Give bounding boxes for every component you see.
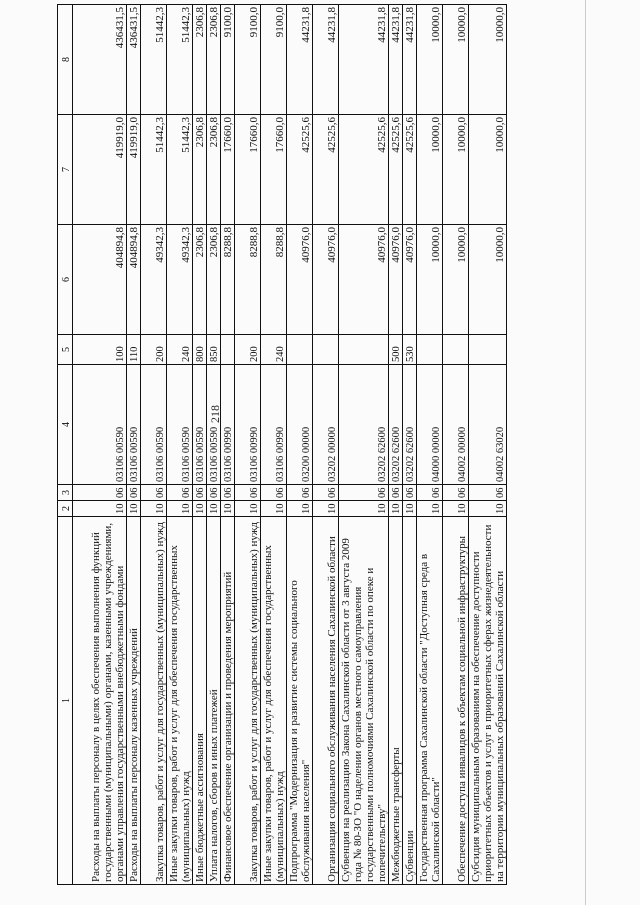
- rotated-budget-table: [57, 5, 597, 885]
- cell-c5: [287, 335, 313, 365]
- cell-c7: 51442,3: [141, 115, 167, 225]
- cell-c7: 419919,0: [73, 115, 127, 225]
- cell-c5: 240: [167, 335, 193, 365]
- cell-c2: 10: [389, 501, 403, 517]
- cell-c2: 10: [287, 501, 313, 517]
- cell-c2: 10: [221, 501, 235, 517]
- page-number: 218: [208, 405, 222, 423]
- cell-c4: 04002 63020: [469, 365, 507, 485]
- cell-c4: 03106 00990: [261, 365, 287, 485]
- row-title: Финансовое обеспечение организации и проведения мероприятий: [221, 517, 235, 885]
- cell-c6: 8288,8: [235, 225, 261, 335]
- cell-c5: [221, 335, 235, 365]
- cell-c6: 49342,3: [141, 225, 167, 335]
- cell-c6: 40976,0: [389, 225, 403, 335]
- row-title: Субвенции: [403, 517, 417, 885]
- cell-c3: 06: [469, 485, 507, 501]
- row-title: Организация социального обслуживания населения Сахалинской области: [313, 517, 339, 885]
- row-title: Государственная программа Сахалинской области "Доступная среда в Сахалинской области": [417, 517, 443, 885]
- cell-c8: 44231,8: [287, 5, 313, 115]
- header-cell: 7: [58, 115, 73, 225]
- cell-c3: 06: [313, 485, 339, 501]
- row-title: Обеспечение доступа инвалидов к объектам социальной инфраструктуры: [443, 517, 469, 885]
- table-row: [127, 5, 141, 885]
- cell-c8: 9100,0: [221, 5, 235, 115]
- row-title: Субсидия муниципальным образованиям на обеспечение доступности приоритетных объектов и услуг в приоритетных сферах жизнедеятельности на территории муниципальных образований Сахалинской области: [469, 517, 507, 885]
- header-cell: 8: [58, 5, 73, 115]
- header-cell: 1: [58, 517, 73, 885]
- table-row: [389, 5, 403, 885]
- row-title: Закупка товаров, работ и услуг для государственных (муниципальных) нужд: [141, 517, 167, 885]
- header-row: [58, 5, 73, 885]
- cell-c8: 9100,0: [261, 5, 287, 115]
- cell-c2: 10: [193, 501, 207, 517]
- cell-c7: 42525,6: [287, 115, 313, 225]
- cell-c3: 06: [193, 485, 207, 501]
- cell-c8: 10000,0: [469, 5, 507, 115]
- cell-c5: [417, 335, 443, 365]
- header-cell: 3: [58, 485, 73, 501]
- cell-c5: 200: [235, 335, 261, 365]
- table-row: [235, 5, 261, 885]
- cell-c6: 49342,3: [167, 225, 193, 335]
- cell-c4: 03202 00000: [313, 365, 339, 485]
- cell-c7: 42525,6: [339, 115, 389, 225]
- cell-c4: 03202 62600: [339, 365, 389, 485]
- cell-c5: [313, 335, 339, 365]
- cell-c8: 2306,8: [193, 5, 207, 115]
- cell-c4: 03106 00590: [127, 365, 141, 485]
- cell-c6: 10000,0: [469, 225, 507, 335]
- row-title: Межбюджетные трансферты: [389, 517, 403, 885]
- cell-c3: 06: [221, 485, 235, 501]
- cell-c7: 17660,0: [221, 115, 235, 225]
- cell-c3: 06: [73, 485, 127, 501]
- cell-c7: 10000,0: [417, 115, 443, 225]
- cell-c4: 03202 62600: [403, 365, 417, 485]
- cell-c7: 419919,0: [127, 115, 141, 225]
- cell-c2: 10: [235, 501, 261, 517]
- header-cell: 6: [58, 225, 73, 335]
- cell-c8: 10000,0: [417, 5, 443, 115]
- cell-c8: 9100,0: [235, 5, 261, 115]
- cell-c8: 436431,5: [127, 5, 141, 115]
- cell-c4: 04000 00000: [417, 365, 443, 485]
- cell-c5: 110: [127, 335, 141, 365]
- table-row: [287, 5, 313, 885]
- row-title: Уплата налогов, сборов и иных платежей: [207, 517, 221, 885]
- cell-c6: 10000,0: [443, 225, 469, 335]
- cell-c7: 42525,6: [403, 115, 417, 225]
- cell-c3: 06: [287, 485, 313, 501]
- cell-c2: 10: [417, 501, 443, 517]
- budget-table: [57, 4, 507, 885]
- cell-c6: 40976,0: [287, 225, 313, 335]
- cell-c3: 06: [389, 485, 403, 501]
- cell-c8: 2306,8: [207, 5, 221, 115]
- cell-c8: 44231,8: [403, 5, 417, 115]
- cell-c5: 500: [389, 335, 403, 365]
- cell-c3: 06: [235, 485, 261, 501]
- cell-c8: 44231,8: [313, 5, 339, 115]
- cell-c3: 06: [443, 485, 469, 501]
- cell-c4: 03106 00990: [235, 365, 261, 485]
- cell-c2: 10: [207, 501, 221, 517]
- table-row: [261, 5, 287, 885]
- row-title: Расходы на выплаты персоналу в целях обеспечения выполнения функций государственными (муниципальными) органами, казенными учреждениями, органами управления государственными внебюджетными фондами: [73, 517, 127, 885]
- cell-c6: 40976,0: [313, 225, 339, 335]
- cell-c3: 06: [417, 485, 443, 501]
- cell-c3: 06: [141, 485, 167, 501]
- cell-c4: 03106 00990: [221, 365, 235, 485]
- cell-c4: 03106 00590: [193, 365, 207, 485]
- cell-c3: 06: [207, 485, 221, 501]
- cell-c4: 03200 00000: [287, 365, 313, 485]
- table-row: [339, 5, 389, 885]
- cell-c2: 10: [403, 501, 417, 517]
- table-row: [443, 5, 469, 885]
- cell-c3: 06: [127, 485, 141, 501]
- row-title: Иные закупки товаров, работ и услуг для обеспечения государственных (муниципальных) нужд: [167, 517, 193, 885]
- cell-c8: 10000,0: [443, 5, 469, 115]
- cell-c2: 10: [167, 501, 193, 517]
- cell-c8: 44231,8: [389, 5, 403, 115]
- cell-c7: 17660,0: [235, 115, 261, 225]
- cell-c7: 2306,8: [207, 115, 221, 225]
- cell-c5: 200: [141, 335, 167, 365]
- cell-c8: 51442,3: [167, 5, 193, 115]
- cell-c3: 06: [403, 485, 417, 501]
- cell-c5: 100: [73, 335, 127, 365]
- cell-c7: 10000,0: [469, 115, 507, 225]
- table-row: [207, 5, 221, 885]
- cell-c4: 03106 00590: [141, 365, 167, 485]
- row-title: Субвенция на реализацию Закона Сахалинской области от 3 августа 2009 года № 80-ЗО "О наделении органов местного самоуправления государственными полномочиями Сахалинской области по опеке и попечительству": [339, 517, 389, 885]
- cell-c6: 404894,8: [127, 225, 141, 335]
- cell-c6: 2306,8: [193, 225, 207, 335]
- cell-c5: [339, 335, 389, 365]
- cell-c7: 42525,6: [389, 115, 403, 225]
- cell-c8: 436431,5: [73, 5, 127, 115]
- cell-c4: 03202 62600: [389, 365, 403, 485]
- cell-c6: 8288,8: [261, 225, 287, 335]
- cell-c5: [443, 335, 469, 365]
- cell-c4: 03106 00590: [73, 365, 127, 485]
- cell-c7: 51442,3: [167, 115, 193, 225]
- cell-c3: 06: [261, 485, 287, 501]
- table-row: [221, 5, 235, 885]
- cell-c6: 8288,8: [221, 225, 235, 335]
- table-row: [403, 5, 417, 885]
- cell-c7: 42525,6: [313, 115, 339, 225]
- cell-c5: 530: [403, 335, 417, 365]
- row-title: Расходы на выплаты персоналу казенных учреждений: [127, 517, 141, 885]
- row-title: Иные бюджетные ассигнования: [193, 517, 207, 885]
- cell-c2: 10: [443, 501, 469, 517]
- cell-c6: 40976,0: [339, 225, 389, 335]
- table-row: [313, 5, 339, 885]
- cell-c2: 10: [313, 501, 339, 517]
- header-cell: 2: [58, 501, 73, 517]
- cell-c8: 44231,8: [339, 5, 389, 115]
- cell-c2: 10: [141, 501, 167, 517]
- cell-c5: [469, 335, 507, 365]
- cell-c4: 03106 00590: [167, 365, 193, 485]
- table-row: [417, 5, 443, 885]
- cell-c4: 03106 00590: [207, 365, 221, 485]
- cell-c2: 10: [127, 501, 141, 517]
- row-title: Иные закупки товаров, работ и услуг для обеспечения государственных (муниципальных) нужд: [261, 517, 287, 885]
- cell-c7: 10000,0: [443, 115, 469, 225]
- cell-c2: 10: [73, 501, 127, 517]
- cell-c6: 10000,0: [417, 225, 443, 335]
- cell-c5: 800: [193, 335, 207, 365]
- table-row: [167, 5, 193, 885]
- table-row: [469, 5, 507, 885]
- cell-c5: 240: [261, 335, 287, 365]
- table-row: [73, 5, 127, 885]
- header-cell: 4: [58, 365, 73, 485]
- cell-c6: 2306,8: [207, 225, 221, 335]
- cell-c6: 40976,0: [403, 225, 417, 335]
- cell-c7: 2306,8: [193, 115, 207, 225]
- table-row: [141, 5, 167, 885]
- row-title: Закупка товаров, работ и услуг для государственных (муниципальных) нужд: [235, 517, 261, 885]
- cell-c7: 17660,0: [261, 115, 287, 225]
- cell-c6: 404894,8: [73, 225, 127, 335]
- cell-c5: 850: [207, 335, 221, 365]
- table-row: [193, 5, 207, 885]
- cell-c3: 06: [167, 485, 193, 501]
- cell-c8: 51442,3: [141, 5, 167, 115]
- cell-c2: 10: [339, 501, 389, 517]
- cell-c2: 10: [469, 501, 507, 517]
- header-cell: 5: [58, 335, 73, 365]
- cell-c3: 06: [339, 485, 389, 501]
- row-title: Подпрограмма "Модернизация и развитие системы социального обслуживания населения": [287, 517, 313, 885]
- cell-c4: 04002 00000: [443, 365, 469, 485]
- cell-c2: 10: [261, 501, 287, 517]
